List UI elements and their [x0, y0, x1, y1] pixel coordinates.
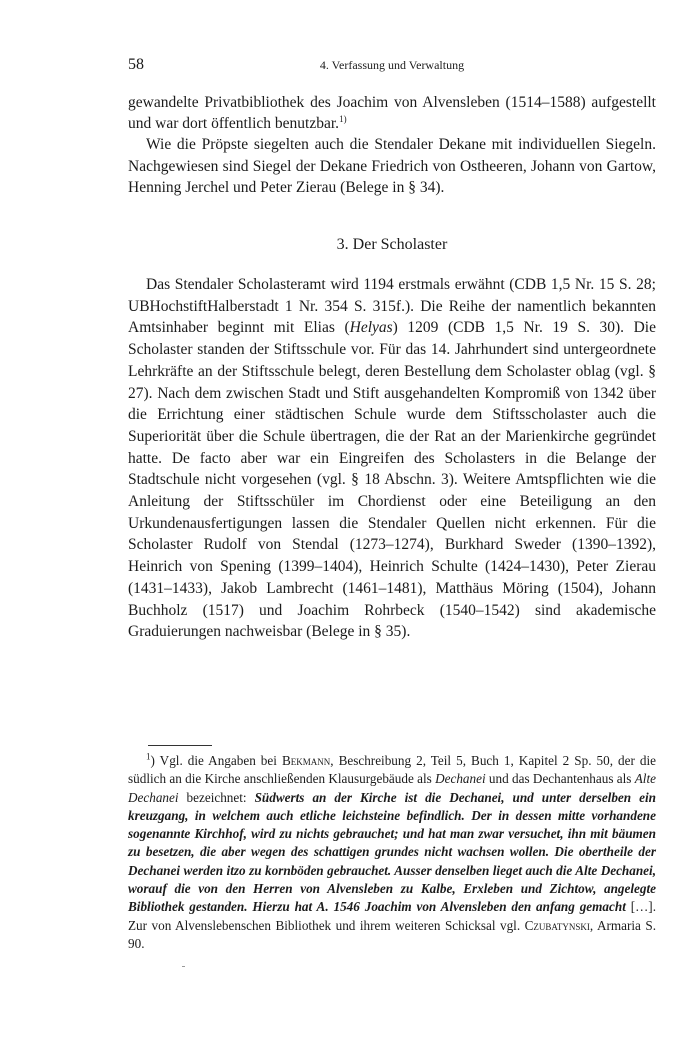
- author-bekmann: Bekmann: [281, 753, 331, 768]
- footnote: [128, 752, 656, 953]
- author-czubatynski: Czubatynski: [524, 917, 590, 933]
- quotation: Südwerts an der Kirche ist die Dechanei, und unter derselben ein kreuzgang, in welchem auch etliche leichsteine befindlich. Der in dessen mitte vorhandene sogenannte Kirchhof, wird zu nichts gebrauchet; und hat man zwar versuchet, ihn mit bäumen zu besetzen, die aber wegen des schattigen grundes nicht wachsen wollen. Die obertheile der Dechanei werden itzo zu kornböden gebrauchet. Ausser denselben lieget auch die Alte Dechanei, worauf die von den Herren von Alvensleben zu Kalbe, Erxleben und Zichtow, angelegte Bibliothek gestanden. Hierzu hat A. 1546 Joachim von Alvensleben den anfang gemacht: [128, 789, 656, 915]
- paragraph-seals: Wie die Pröpste siegelten auch die Stendaler Dekane mit individuellen Siegeln. Nachgewiesen sind Siegel der Dekane Friedrich von Ostheeren, Johann von Gartow, Henning Jerchel und Peter Zierau (Belege in § 34).: [128, 136, 656, 196]
- footnote-marker: 1: [146, 751, 151, 762]
- page-header: [128, 56, 656, 76]
- section-text: [128, 274, 656, 643]
- helyas-italic: Helyas: [349, 319, 393, 337]
- footnote-divider: [148, 745, 212, 746]
- footnote-reference: 1: [339, 114, 344, 125]
- paragraph-scholaster: Das Stendaler Scholasteramt wird 1194 erstmals erwähnt (CDB 1,5 Nr. 15 S. 28; UBHochstiftHalberstadt 1 Nr. 354 S. 315f.). Die Reihe der namentlich bekannten Amtsinhaber beginnt mit Elias (Helyas) 1209 (CDB 1,5 Nr. 19 S. 30). Die Scholaster standen der Stiftsschule vor. Für das 14. Jahrhundert sind untergeordnete Lehrkräfte an der Stiftsschule belegt, deren Bestellung dem Scholaster oblag (vgl. § 27). Nach dem zwischen Stadt und Stift ausgehandelten Kompromiß von 1342 über die Errichtung einer städtischen Schule wurde dem Stiftsscholaster auch die Superiorität über die Schule übertragen, die der Rat an der Marienkirche gegründet hatte. De facto aber war ein Eingreifen des Scholasters in die Belange der Stadtschule nicht vorgesehen (vgl. § 18 Abschn. 3). Weitere Amtspflichten wie die Anleitung der Stiftsschüler im Chordienst oder eine Beteiligung an den Urkundenausfertigungen lassen die Stendaler Quellen nicht erkennen. Für die Scholaster Rudolf von Stendal (1273–1274), Burkhard Sweder (1390–1392), Heinrich von Spening (1399–1404), Heinrich Schulte (1424–1430), Peter Zierau (1431–1433), Jakob Lambrecht (1461–1481), Matthäus Möring (1504), Johann Buchholz (1517) und Joachim Rohrbeck (1540–1542) sind akademische Graduierungen nachweisbar (Belege in § 35).: [128, 276, 656, 641]
- paragraph-continuation: gewandelte Privatbibliothek des Joachim von Alvensleben (1514–1588) aufgestellt und war dort öffentlich benutzbar.$^{1)}$: [128, 94, 656, 133]
- page-number: 58: [128, 56, 144, 73]
- intro-text: [128, 92, 656, 198]
- running-head: 4. Verfassung und Verwaltung: [319, 58, 465, 72]
- section-heading: 3. Der Scholaster: [336, 236, 448, 253]
- footnote-text: $^1$) Vgl. die Angaben bei Bekmann, Beschreibung 2, Teil 5, Buch 1, Kapitel 2 Sp. 50, der die südlich an die Kirche anschließenden Klausurgebäude als Dechanei und das Dechantenhaus als Alte Dechanei bezeichnet: Südwerts an der Kirche ist die Dechanei, und unter derselben ein kreuzgang, in welchem auch etliche leichsteine befindlich. Der in dessen mitte vorhandene sogenannte Kirchhof, wird zu nichts gebrauchet; und hat man zwar versuchet, ihn mit bäumen zu besetzen, die aber wegen des schattigen grundes nicht wachsen wollen. Die obertheile der Dechanei werden itzo zu kornböden gebrauchet. Ausser denselben lieget auch die Alte Dechanei, worauf die von den Herren von Alvensleben zu Kalbe, Erxleben und Zichtow, angelegte Bibliothek gestanden. Hierzu hat A. 1546 Joachim von Alvensleben den anfang gemacht […]. Zur von Alvenslebenschen Bibliothek und ihrem weiteren Schicksal vgl. Czubatynski, Armaria S. 90.: [128, 751, 656, 951]
- print-speck: [182, 966, 185, 967]
